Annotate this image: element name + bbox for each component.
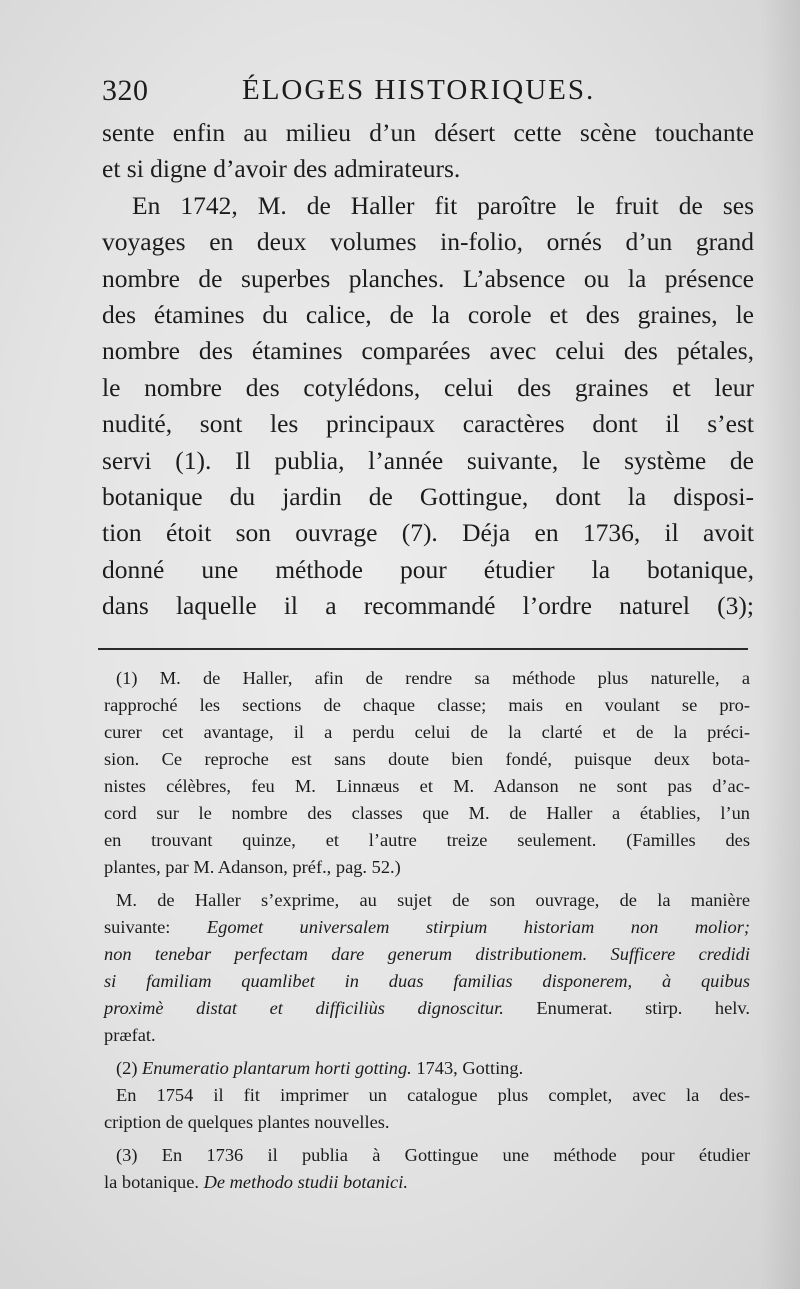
footnote-1-line: en trouvant quinze, et l’autre treize seulement. (Familles des [104,830,750,850]
footnote-2-line: En 1754 il fit imprimer un catalogue plus complet, avec la des- [116,1085,750,1105]
footnote-3-line: la botanique. De methodo studii botanici. [104,1172,408,1192]
latin-quote: Egomet universalem stirpium historiam non molior; [206,917,750,937]
cited-title: De methodo studii botanici. [203,1172,408,1192]
latin-quote-line: si familiam quamlibet in duas familias disponerem, à quibus [104,971,750,991]
body-line: nombre de superbes planches. L’absence ou la présence [102,263,754,293]
footnotes [104,665,750,1196]
footnote-1-line: sion. Ce reproche est sans doute bien fondé, puisque deux bota- [104,749,750,769]
main-body-text [102,115,754,624]
footnote-1-line: cord sur le nombre des classes que M. de Haller a établies, l’un [104,803,750,823]
footnote-2-line: (2) Enumeratio plantarum horti gotting. 1743, Gotting. [116,1058,524,1078]
latin-quote: proximè distat et difficiliùs dignoscitur. [104,998,504,1018]
body-line: des étamines du calice, de la corole et des graines, le [102,299,754,329]
footnote-1-quote-line: M. de Haller s’exprime, au sujet de son ouvrage, de la manière [116,890,750,910]
page-edge-shadow [760,0,800,1289]
body-line: servi (1). Il publia, l’année suivante, le système de [102,445,754,475]
body-line: tion étoit son ouvrage (7). Déja en 1736, il avoit [102,518,754,548]
footnote-1-line: curer cet avantage, il a perdu celui de la clarté et de la préci- [104,722,750,742]
body-line: donné une méthode pour étudier la botanique, [102,554,754,584]
footnote-2-line: cription de quelques plantes nouvelles. [104,1112,390,1132]
footnote-3-line: (3) En 1736 il publia à Gottingue une méthode pour étudier [116,1145,750,1165]
cited-title: Enumeratio plantarum horti gotting. [142,1058,412,1078]
running-title: ÉLOGES HISTORIQUES. [242,74,596,106]
body-line: botanique du jardin de Gottingue, dont la disposi- [102,481,754,511]
footnote-1-quote-line: præfat. [104,1025,156,1045]
page-header [102,70,752,110]
footnote-1-line: (1) M. de Haller, afin de rendre sa méthode plus naturelle, a [116,668,750,688]
body-line: le nombre des cotylédons, celui des graines et leur [102,372,754,402]
body-line: sente enfin au milieu d’un désert cette scène touchante [102,118,754,147]
body-line: nudité, sont les principaux caractères dont il s’est [102,409,754,439]
latin-quote-line: non tenebar perfectam dare generum distributionem. Sufficere credidi [104,944,750,964]
footnote-1-quote-line: proximè distat et difficiliùs dignoscitur. Enumerat. stirp. helv. [104,998,751,1018]
body-line: et si digne d’avoir des admirateurs. [102,154,461,184]
page-number: 320 [102,74,149,107]
footnote-1-line: plantes, par M. Adanson, préf., pag. 52.) [104,857,401,877]
footnote-1-line: rapproché les sections de chaque classe; mais en voulant se pro- [104,695,750,715]
footnote-separator [98,648,748,650]
body-line: dans laquelle il a recommandé l’ordre naturel (3); [102,591,754,621]
body-line: nombre des étamines comparées avec celui des pétales, [102,336,754,366]
footnote-1-line: nistes célèbres, feu M. Linnæus et M. Adanson ne sont pas d’ac- [104,776,750,796]
footnote-1-quote-line: suivante: Egomet universalem stirpium historiam non molior; [104,917,750,937]
body-line: En 1742, M. de Haller fit paroître le fruit de ses [132,190,754,220]
body-line: voyages en deux volumes in-folio, ornés d’un grand [102,227,754,257]
